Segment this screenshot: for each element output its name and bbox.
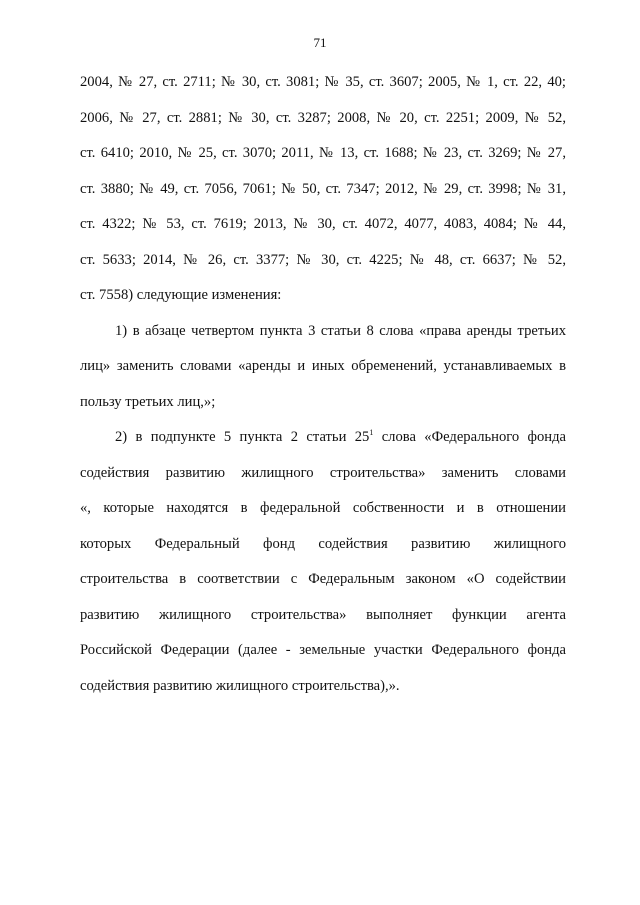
item2-prefix: 2) в подпункте 5 пункта 2 статьи 25	[115, 429, 370, 445]
item1-first-line: 1) в абзаце четвертом пункта 3 статьи 8 слова «права аренды третьих	[115, 323, 566, 339]
text-line: которых Федеральный фонд содействия развитию жилищного	[80, 536, 566, 552]
text-line: «, которые находятся в федеральной собственности и в отношении	[80, 500, 566, 516]
page-number: 71	[313, 35, 327, 50]
item2-suffix: слова «Федерального фонда	[373, 429, 566, 445]
text-line: ст. 3880; № 49, ст. 7056, 7061; № 50, ст. 7347; 2012, № 29, ст. 3998; № 31,	[80, 181, 566, 197]
text-line: ст. 5633; 2014, № 26, ст. 3377; № 30, ст. 4225; № 48, ст. 6637; № 52,	[80, 252, 566, 268]
text-line: строительства в соответствии с Федеральным законом «О содействии	[80, 571, 566, 587]
text-line: ст. 6410; 2010, № 25, ст. 3070; 2011, № 13, ст. 1688; № 23, ст. 3269; № 27,	[80, 145, 566, 161]
text-line: ст. 7558) следующие изменения:	[80, 287, 282, 303]
superscript: 1	[369, 428, 374, 437]
text-line: пользу третьих лиц,»;	[80, 394, 216, 410]
text-line: содействия развитию жилищного строительства),».	[80, 678, 400, 694]
text-line: ст. 4322; № 53, ст. 7619; 2013, № 30, ст. 4072, 4077, 4083, 4084; № 44,	[80, 216, 566, 232]
text-line: Российской Федерации (далее - земельные участки Федерального фонда	[80, 642, 566, 658]
text-line: 2004, № 27, ст. 2711; № 30, ст. 3081; № 35, ст. 3607; 2005, № 1, ст. 22, 40;	[80, 74, 566, 90]
item2-first-line	[115, 428, 566, 446]
text-line: 2006, № 27, ст. 2881; № 30, ст. 3287; 2008, № 20, ст. 2251; 2009, № 52,	[80, 110, 566, 126]
text-line: лиц» заменить словами «аренды и иных обременений, устанавливаемых в	[80, 358, 566, 374]
text-line: содействия развитию жилищного строительства» заменить словами	[80, 465, 566, 481]
text-line: развитию жилищного строительства» выполняет функции агента	[80, 607, 566, 623]
